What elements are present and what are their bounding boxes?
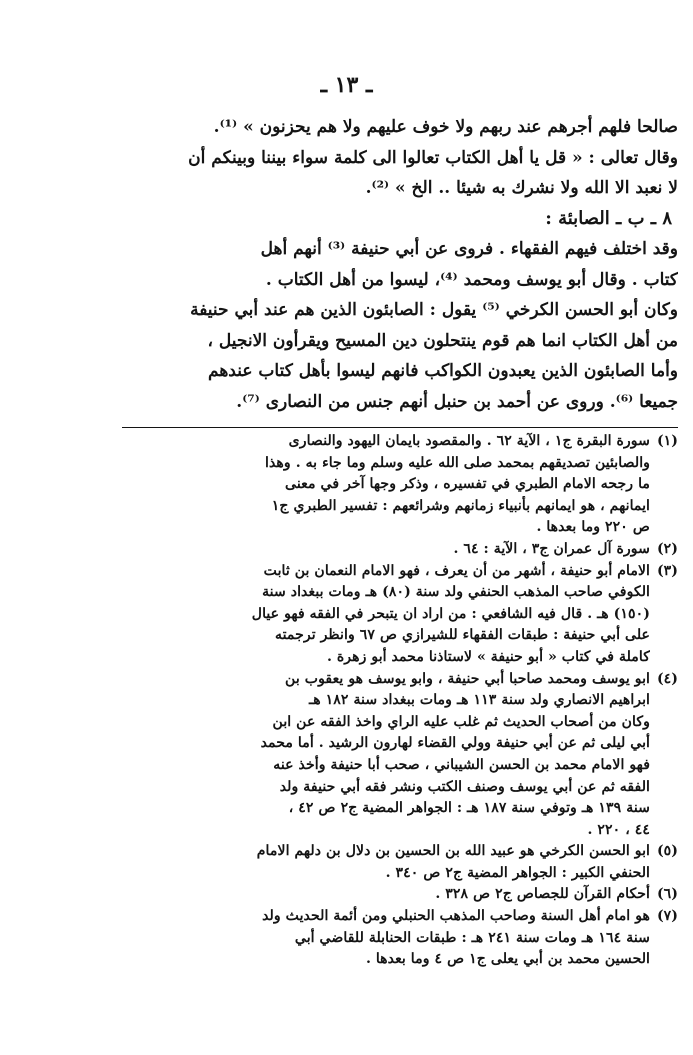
footnote-number: (٤) [656, 670, 678, 687]
text-line: وقال تعالى : « قل يا أهل الكتاب تعالوا الى كلمة سواء بيننا وبينكم أن [188, 147, 678, 168]
footnote-line: ص ٢٢٠ وما بعدها . [536, 519, 650, 536]
footnote-text [122, 561, 650, 669]
footnote-number: (٦) [656, 886, 678, 903]
text-line: كتاب . وقال أبو يوسف ومحمد ⁽⁴⁾، ليسوا من أهل الكتاب . [265, 269, 678, 290]
footnote-7 [122, 906, 678, 971]
footnote-line: ما رجحه الامام الطبري في تفسيره ، وذكر وجها آخر في معنى [285, 476, 650, 493]
footnote-line: الحسين محمد بن أبي يعلى ج١ ص ٤ وما بعدها . [365, 951, 650, 968]
footnote-line: ايمانهم ، هو ايمانهم بأنبياء زمانهم وشرائعهم : تفسير الطبري ج١ [271, 497, 650, 514]
footnote-line: (١٥٠) هـ . قال فيه الشافعي : من اراد ان يتبحر في الفقه فهو عيال [251, 605, 650, 622]
footnote-line: سنة ١٣٩ هـ وتوفي سنة ١٨٧ هـ : الجواهر المضية ج٢ ص ٤٢ ، [288, 800, 650, 817]
footnote-line: الحنفي الكبير : الجواهر المضية ج٢ ص ٣٤٠ . [385, 864, 650, 881]
footnote-line: سورة البقرة ج١ ، الآية ٦٢ . والمقصود بايمان اليهود والنصارى [288, 433, 650, 449]
footnote-divider [122, 427, 678, 428]
footnote-text [122, 884, 650, 906]
footnote-line: فهو الامام محمد بن الحسن الشيباني ، صحب أبا حنيفة وأخذ عنه [273, 756, 650, 773]
footnote-line: أحكام القرآن للجصاص ج٢ ص ٣٢٨ . [435, 886, 650, 903]
text-line: صالحا فلهم أجرهم عند ربهم ولا خوف عليهم ولا هم يحزنون » ⁽¹⁾. [213, 117, 678, 137]
footnote-number: (٥) [656, 843, 678, 860]
footnote-line: ٤٤ ، ٢٢٠ . [587, 821, 650, 838]
footnote-6 [122, 884, 678, 906]
footnote-number: (١) [656, 433, 678, 449]
footnote-line: والصابئين تصديقهم بمحمد صلى الله عليه وسلم وما جاء به . وهذا [265, 454, 650, 471]
footnote-line: ابو الحسن الكرخي هو عبيد الله بن الحسين بن دلال بن دلهم الامام [256, 843, 650, 860]
footnotes [122, 431, 678, 971]
footnote-line: ابراهيم الانصاري ولد سنة ١١٣ هـ ومات ببغداد سنة ١٨٢ هـ [309, 692, 650, 709]
footnote-line: الامام أبو حنيفة ، أشهر من أن يعرف ، فهو الامام النعمان بن ثابت [263, 562, 650, 579]
footnote-text [122, 539, 650, 561]
text-line: وقد اختلف فيهم الفقهاء . فروى عن أبي حنيفة ⁽³⁾ أنهم أهل [260, 239, 678, 259]
text-line: وكان أبو الحسن الكرخي ⁽⁵⁾ يقول : الصابئون الذين هم عند أبي حنيفة [190, 300, 678, 320]
footnote-line: أبي ليلى ثم عن أبي حنيفة وولي القضاء لهارون الرشيد . أما محمد [260, 735, 650, 752]
footnote-number: (٣) [656, 562, 678, 579]
main-text [122, 112, 678, 417]
footnote-3 [122, 561, 678, 669]
footnote-line: وكان من أصحاب الحديث ثم غلب عليه الراي واخذ الفقه عن ابن [272, 713, 650, 730]
footnote-text [122, 431, 650, 539]
footnote-line: سورة آل عمران ج٣ ، الآية : ٦٤ . [453, 540, 650, 557]
footnote-number: (٧) [656, 908, 678, 925]
footnote-line: الفقه ثم عن أبي يوسف وصنف الكتب ونشر فقه أبي حنيفة ولد [279, 778, 650, 795]
text-line: جميعا ⁽⁶⁾. وروى عن أحمد بن حنبل أنهم جنس من النصارى ⁽⁷⁾. [236, 391, 678, 412]
footnote-text [122, 906, 650, 971]
footnote-line: على أبي حنيفة : طبقات الفقهاء للشيرازي ص ٦٧ وانظر ترجمته [275, 627, 650, 644]
footnote-1 [122, 431, 678, 539]
footnote-5 [122, 841, 678, 884]
footnote-line: ابو يوسف ومحمد صاحبا أبي حنيفة ، وابو يوسف هو يعقوب بن [285, 670, 650, 687]
footnote-text [122, 841, 650, 884]
section-heading: ٨ ـ ب ـ الصابئة : [545, 207, 672, 229]
footnote-line: الكوفي صاحب المذهب الحنفي ولد سنة (٨٠) هـ ومات ببغداد سنة [262, 584, 650, 601]
footnote-line: كاملة في كتاب « أبو حنيفة » لاستاذنا محمد أبو زهرة . [326, 648, 650, 665]
footnote-text [122, 669, 650, 842]
text-line: وأما الصابئون الذين يعبدون الكواكب فانهم ليسوا بأهل كتاب عندهم [208, 361, 678, 381]
footnote-line: هو امام أهل السنة وصاحب المذهب الحنبلي ومن أئمة الحديث ولد [262, 908, 650, 925]
text-line: لا نعبد الا الله ولا نشرك به شيئا .. الخ » ⁽²⁾. [365, 178, 678, 198]
text-line: من أهل الكتاب انما هم قوم ينتحلون دين المسيح ويقرأون الانجيل ، [207, 330, 678, 351]
footnote-line: سنة ١٦٤ هـ ومات سنة ٢٤١ هـ : طبقات الحنابلة للقاضي أبي [294, 929, 650, 946]
page-number: ـ ١٣ ـ [320, 72, 373, 98]
footnote-4 [122, 669, 678, 842]
footnote-number: (٢) [656, 540, 678, 557]
footnote-2 [122, 539, 678, 561]
